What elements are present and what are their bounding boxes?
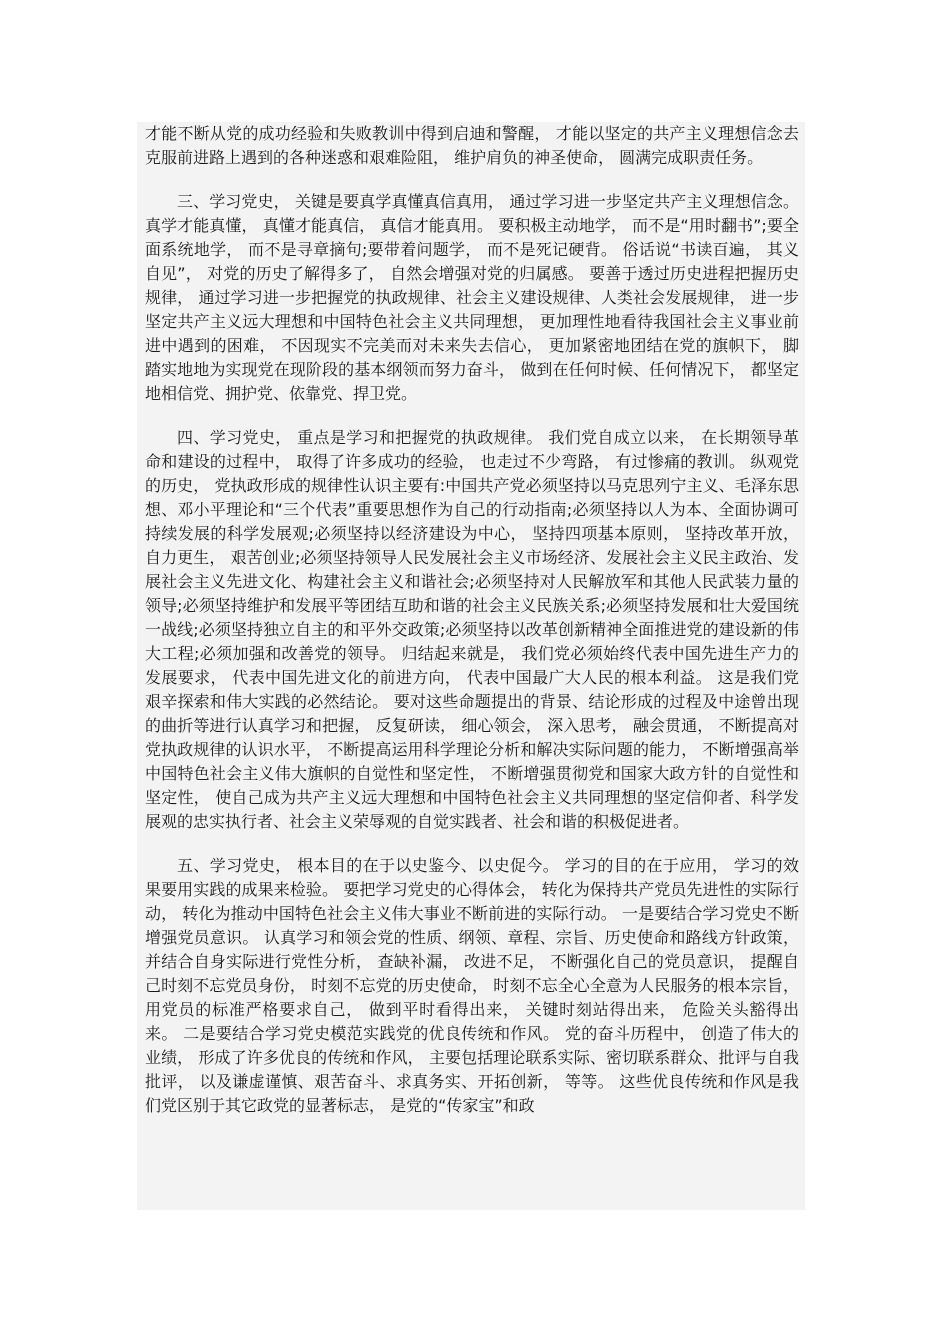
paragraph-gap <box>145 406 799 426</box>
paragraph-continuation: 才能不断从党的成功经验和失败教训中得到启迪和警醒， 才能以坚定的共产主义理想信念去克服前进路上遇到的各种迷惑和艰难险阻， 维护肩负的神圣使命， 圆满完成职责任务。 <box>145 124 799 167</box>
text-block <box>137 122 805 1210</box>
paragraph-gap <box>145 834 799 854</box>
paragraph-section-five: 五、学习党史， 根本目的在于以史鉴今、以史促今。 学习的目的在于应用， 学习的效果要用实践的成果来检验。 要把学习党史的心得体会， 转化为保持共产党员先进性的实际行动， 转化为推动中国特色社会主义伟大事业不断前进的实际行动。 一是要结合学习党史不断增强党员意识。 认真学习和领会党的性质、纲领、章程、宗旨、历史使命和路线方针政策， 并结合自身实际进行党性分析， 查缺补漏， 改进不足， 不断强化自己的党员意识， 提醒自己时刻不忘党员身份， 时刻不忘党的历史使命， 时刻不忘全心全意为人民服务的根本宗旨， 用党员的标准严格要求自己， 做到平时看得出来， 关键时刻站得出来， 危险关头豁得出来。 二是要结合学习党史模范实践党的优良传统和作风。 党的奋斗历程中， 创造了伟大的业绩， 形成了许多优良的传统和作风， 主要包括理论联系实际、密切联系群众、批评与自我批评， 以及谦虚谨慎、艰苦奋斗、求真务实、开拓创新， 等等。 这些优良传统和作风是我们党区别于其它政党的显著标志， 是党的“传家宝”和政 <box>145 856 799 1115</box>
paragraph-section-three: 三、学习党史， 关键是要真学真懂真信真用， 通过学习进一步坚定共产主义理想信念。 真学才能真懂， 真懂才能真信， 真信才能真用。 要积极主动地学， 而不是“用时翻书”;要全面系统地学， 而不是寻章摘句;要带着问题学， 而不是死记硬背。 俗话说“书读百遍， 其义自见”， 对党的历史了解得多了， 自然会增强对党的归属感。 要善于透过历史进程把握历史规律， 通过学习进一步把握党的执政规律、社会主义建设规律、人类社会发展规律， 进一步坚定共产主义远大理想和中国特色社会主义共同理想， 更加理性地看待我国社会主义事业前进中遇到的困难， 不因现实不完美而对未来失去信心， 更加紧密地团结在党的旗帜下， 脚踏实地地为实现党在现阶段的基本纲领而努力奋斗， 做到在任何时候、任何情况下， 都坚定地相信党、拥护党、依靠党、捍卫党。 <box>145 192 799 403</box>
paragraph-section-four: 四、学习党史， 重点是学习和把握党的执政规律。 我们党自成立以来， 在长期领导革命和建设的过程中， 取得了许多成功的经验， 也走过不少弯路， 有过惨痛的教训。 纵观党的历史， 党执政形成的规律性认识主要有:中国共产党必须坚持以马克思列宁主义、毛泽东思想、邓小平理论和“三个代表”重要思想作为自己的行动指南;必须坚持以人为本、全面协调可持续发展的科学发展观;必须坚持以经济建设为中心， 坚持四项基本原则， 坚持改革开放， 自力更生， 艰苦创业;必须坚持领导人民发展社会主义市场经济、发展社会主义民主政治、发展社会主义先进文化、构建社会主义和谐社会;必须坚持对人民解放军和其他人民武装力量的领导;必须坚持维护和发展平等团结互助和谐的社会主义民族关系;必须坚持发展和壮大爱国统一战线;必须坚持独立自主的和平外交政策;必须坚持以改革创新精神全面推进党的建设新的伟大工程;必须加强和改善党的领导。 归结起来就是， 我们党必须始终代表中国先进生产力的发展要求， 代表中国先进文化的前进方向， 代表中国最广大人民的根本利益。 这是我们党艰辛探索和伟大实践的必然结论。 要对这些命题提出的背景、结论形成的过程及中途曾出现的曲折等进行认真学习和把握， 反复研读， 细心领会， 深入思考， 融会贯通， 不断提高对党执政规律的认识水平， 不断提高运用科学理论分析和解决实际问题的能力， 不断增强高举中国特色社会主义伟大旗帜的自觉性和坚定性， 不断增强贯彻党和国家大政方针的自觉性和坚定性， 使自己成为共产主义远大理想和中国特色社会主义共同理想的坚定信仰者、科学发展观的忠实执行者、社会主义荣辱观的自觉实践者、社会和谐的积极促进者。 <box>145 428 799 831</box>
paragraph-gap <box>145 170 799 190</box>
